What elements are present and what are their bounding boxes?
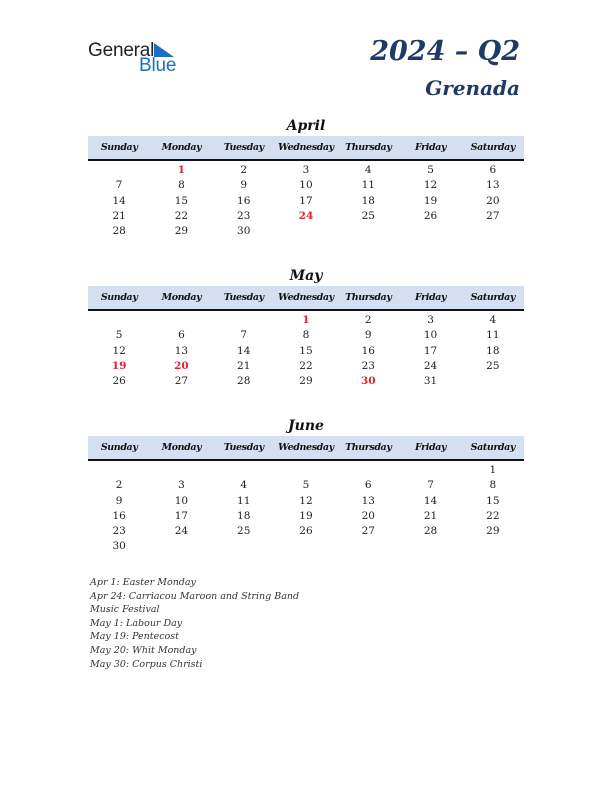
weekday-label: Wednesday <box>278 292 334 303</box>
holiday-date: 19 <box>111 359 127 372</box>
date-cell: 22 <box>299 359 313 372</box>
holiday-note: May 30: Corpus Christi <box>90 658 203 670</box>
weekday-label: Sunday <box>100 442 138 453</box>
empty-cell <box>337 539 399 554</box>
weekday-label: Saturday <box>470 142 516 153</box>
date-cell: 3 <box>302 164 310 176</box>
week-row <box>88 224 524 239</box>
week-row <box>88 328 524 343</box>
empty-cell <box>337 463 399 478</box>
date-cell: 8 <box>302 329 310 342</box>
date-cell: 2 <box>364 314 372 326</box>
holiday-date: 20 <box>174 359 189 372</box>
weekday-label: Thursday <box>345 442 392 453</box>
date-cell: 16 <box>361 344 375 357</box>
holiday-note: Apr 24: Carriacou Maroon and String Band Music Festival <box>90 590 300 616</box>
date-cell: 30 <box>237 225 251 238</box>
date-cell: 29 <box>299 375 313 388</box>
weekday-label: Friday <box>414 442 447 453</box>
holiday-date: 24 <box>298 209 314 222</box>
date-cell: 4 <box>364 164 372 176</box>
date-cell: 19 <box>423 194 438 207</box>
date-cell: 1 <box>489 464 497 476</box>
holiday-note: May 1: Labour Day <box>90 617 183 629</box>
date-cell: 19 <box>299 509 313 522</box>
holiday-note: May 19: Pentecost <box>90 631 179 643</box>
date-cell: 5 <box>427 164 434 176</box>
date-cell: 11 <box>361 179 375 192</box>
date-cell: 22 <box>174 209 189 222</box>
date-cell: 25 <box>237 525 251 538</box>
week-row <box>88 374 524 389</box>
month-name: June <box>288 418 324 434</box>
week-row <box>88 178 524 193</box>
empty-cell <box>213 463 275 478</box>
date-cell: 25 <box>486 359 500 372</box>
date-cell: 18 <box>361 194 375 207</box>
date-cell: 29 <box>174 225 189 238</box>
weekday-label: Saturday <box>470 442 516 453</box>
weekday-label: Friday <box>414 292 447 303</box>
logo-blue-text: Blue <box>139 55 177 76</box>
date-cell: 12 <box>299 494 313 507</box>
date-cell: 17 <box>174 509 189 522</box>
empty-cell <box>462 224 524 239</box>
date-cell: 7 <box>427 479 434 492</box>
month-may <box>88 266 524 389</box>
holiday-date: 1 <box>177 164 186 176</box>
weekday-label: Sunday <box>100 142 138 153</box>
weekday-label: Wednesday <box>278 442 334 453</box>
date-cell: 7 <box>240 329 248 342</box>
week-row <box>88 524 524 539</box>
date-cell: 15 <box>299 344 313 357</box>
week-row <box>88 209 524 224</box>
date-cell: 27 <box>486 209 500 222</box>
weekday-label: Tuesday <box>223 442 264 453</box>
date-cell: 22 <box>486 509 500 522</box>
date-cell: 18 <box>237 509 251 522</box>
date-cell: 26 <box>112 375 126 388</box>
date-cell: 28 <box>237 375 251 388</box>
month-name: May <box>289 268 323 284</box>
date-cell: 10 <box>174 494 189 507</box>
week-row <box>88 494 524 509</box>
date-cell: 20 <box>486 194 500 207</box>
week-row <box>88 463 524 478</box>
page-subtitle: Grenada <box>425 76 520 100</box>
weekday-label: Friday <box>414 142 447 153</box>
date-cell: 3 <box>427 314 434 326</box>
holiday-note: May 20: Whit Monday <box>90 644 197 656</box>
date-cell: 28 <box>423 525 438 538</box>
date-cell: 6 <box>489 164 497 176</box>
empty-cell <box>275 463 337 478</box>
empty-cell <box>88 463 150 478</box>
weekday-label: Thursday <box>345 292 392 303</box>
weekday-label: Thursday <box>345 142 392 153</box>
page-title: 2024 – Q2 <box>370 36 520 67</box>
empty-cell <box>399 539 461 554</box>
date-cell: 9 <box>240 179 248 192</box>
date-cell: 7 <box>115 179 123 192</box>
date-cell: 15 <box>486 494 500 507</box>
date-cell: 24 <box>423 359 438 372</box>
week-row <box>88 163 524 178</box>
holiday-date: 1 <box>302 314 310 326</box>
logo <box>88 40 188 80</box>
empty-cell <box>88 313 150 328</box>
date-cell: 6 <box>364 479 372 492</box>
week-row <box>88 194 524 209</box>
month-june <box>88 416 524 555</box>
date-cell: 11 <box>237 494 251 507</box>
month-name: April <box>286 118 326 134</box>
weekday-label: Saturday <box>470 292 516 303</box>
date-cell: 20 <box>361 509 375 522</box>
week-row <box>88 509 524 524</box>
date-cell: 27 <box>174 375 189 388</box>
empty-cell <box>462 539 524 554</box>
date-cell: 5 <box>115 329 123 342</box>
logo-general-text: General <box>88 40 155 61</box>
weekday-label: Wednesday <box>278 142 334 153</box>
date-cell: 10 <box>299 179 313 192</box>
weekday-label: Tuesday <box>223 292 264 303</box>
empty-cell <box>150 313 212 328</box>
holiday-note: Apr 1: Easter Monday <box>90 577 196 588</box>
date-cell: 6 <box>178 329 185 342</box>
empty-cell <box>88 163 150 178</box>
date-cell: 5 <box>302 479 310 492</box>
date-cell: 28 <box>112 225 126 238</box>
date-cell: 4 <box>489 314 497 326</box>
date-cell: 8 <box>178 179 185 192</box>
week-row <box>88 359 524 374</box>
date-cell: 21 <box>237 359 251 372</box>
date-cell: 12 <box>112 344 126 357</box>
month-april <box>88 116 524 239</box>
date-cell: 13 <box>361 494 375 507</box>
empty-cell <box>213 313 275 328</box>
date-cell: 2 <box>115 479 123 492</box>
date-cell: 9 <box>364 329 372 342</box>
date-cell: 9 <box>115 494 123 507</box>
date-cell: 17 <box>423 344 438 357</box>
date-cell: 30 <box>112 540 126 553</box>
empty-cell <box>337 224 399 239</box>
empty-cell <box>213 539 275 554</box>
date-cell: 11 <box>486 329 500 342</box>
date-cell: 25 <box>361 209 375 222</box>
date-cell: 26 <box>423 209 438 222</box>
weekday-header <box>88 436 524 461</box>
date-cell: 14 <box>237 344 251 357</box>
date-cell: 4 <box>240 479 248 492</box>
empty-cell <box>150 463 212 478</box>
date-cell: 3 <box>178 479 185 492</box>
date-cell: 16 <box>237 194 251 207</box>
weekday-header <box>88 136 524 161</box>
date-cell: 31 <box>423 375 438 388</box>
date-cell: 27 <box>361 525 375 538</box>
date-cell: 14 <box>423 494 438 507</box>
date-cell: 26 <box>299 525 313 538</box>
weekday-label: Monday <box>161 292 202 303</box>
date-cell: 14 <box>112 194 126 207</box>
date-cell: 8 <box>489 479 497 492</box>
date-cell: 21 <box>423 509 438 522</box>
weekday-label: Monday <box>161 442 202 453</box>
week-row <box>88 539 524 554</box>
date-cell: 21 <box>112 209 126 222</box>
empty-cell <box>275 539 337 554</box>
empty-cell <box>150 539 212 554</box>
week-row <box>88 344 524 359</box>
empty-cell <box>399 463 461 478</box>
date-cell: 23 <box>112 525 126 538</box>
weekday-label: Sunday <box>100 292 138 303</box>
empty-cell <box>399 224 461 239</box>
date-cell: 24 <box>174 525 189 538</box>
date-cell: 2 <box>240 164 248 176</box>
date-cell: 10 <box>423 329 438 342</box>
date-cell: 16 <box>112 509 126 522</box>
date-cell: 13 <box>174 344 189 357</box>
date-cell: 12 <box>423 179 438 192</box>
date-cell: 29 <box>486 525 500 538</box>
holiday-date: 30 <box>360 375 376 388</box>
week-row <box>88 478 524 493</box>
holiday-notes <box>90 576 330 671</box>
date-cell: 15 <box>174 194 189 207</box>
weekday-label: Monday <box>161 142 202 153</box>
weekday-header <box>88 286 524 311</box>
date-cell: 23 <box>237 209 251 222</box>
empty-cell <box>462 374 524 389</box>
week-row <box>88 313 524 328</box>
date-cell: 18 <box>486 344 500 357</box>
empty-cell <box>275 224 337 239</box>
weekday-label: Tuesday <box>223 142 264 153</box>
date-cell: 17 <box>299 194 313 207</box>
date-cell: 13 <box>486 179 500 192</box>
date-cell: 23 <box>361 359 375 372</box>
